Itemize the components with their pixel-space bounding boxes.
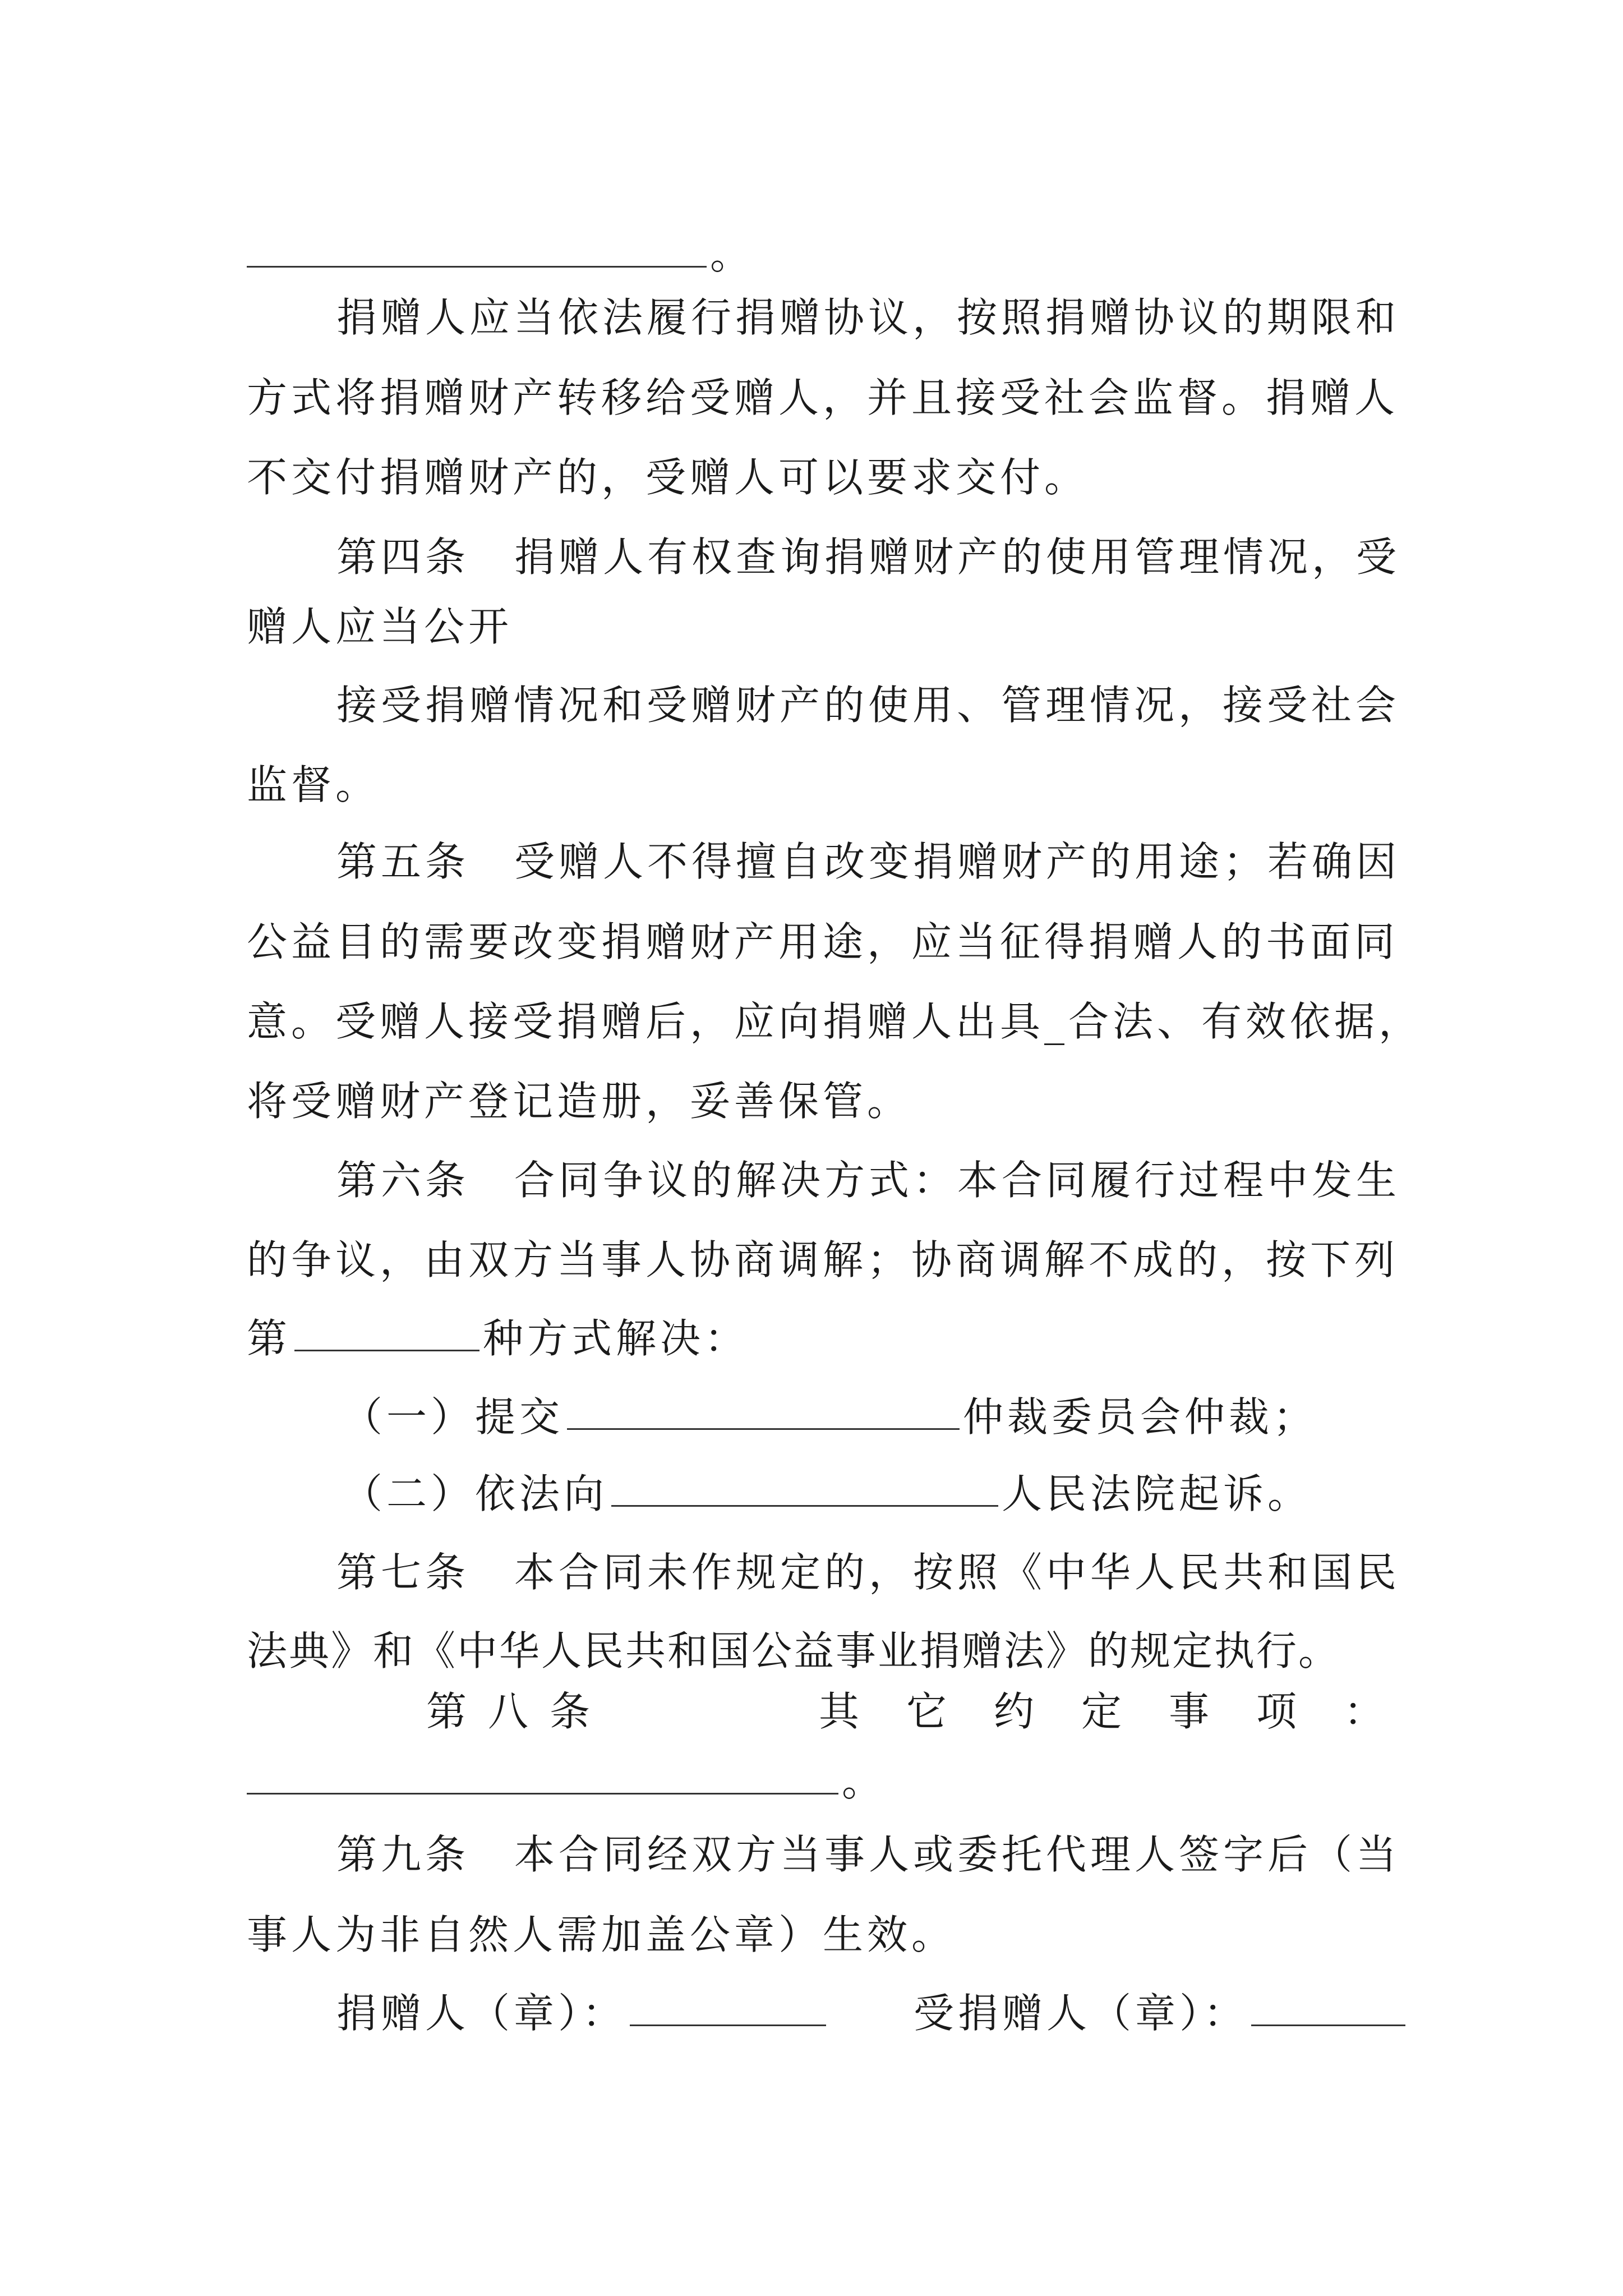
- donee-signature-label: 受捐赠人（章）：: [914, 1990, 1248, 2037]
- article-9-line-1: [336, 1831, 1401, 1878]
- signature-line: [336, 1990, 1409, 2037]
- article-8-char: 定: [1081, 1688, 1122, 1735]
- article-6-method-text: 种方式解决：: [483, 1315, 749, 1362]
- article-7-line-2: 法典》和《中华人民共和国公益事业捐赠法》的规定执行。: [247, 1627, 1341, 1674]
- article-5-line-3: 意。受赠人接受捐赠后，应向捐赠人出具_合法、有效依据，: [247, 998, 1423, 1045]
- option-1-suffix: 仲裁委员会仲裁；: [963, 1393, 1318, 1441]
- article-5-line-2: 公益目的需要改变捐赠财产用途，应当征得捐赠人的书面同: [247, 918, 1399, 965]
- article-6-label: 第六条: [336, 1157, 470, 1204]
- article-5-line-1: [336, 838, 1401, 885]
- article-7-line-1: [336, 1549, 1401, 1596]
- fill-blank[interactable]: [247, 264, 707, 268]
- article-6-di: 第: [247, 1315, 292, 1362]
- article-5-line-4: 将受赠财产登记造册，妥善保管。: [247, 1078, 912, 1125]
- article-8-heading: [819, 1688, 1385, 1735]
- other-matters-blank[interactable]: [247, 1791, 838, 1795]
- line-blank-top: [247, 231, 751, 278]
- article-4-line-3: 接受捐赠情况和受赠财产的使用、管理情况，接受社会: [336, 682, 1400, 729]
- option-1-prefix: （一）提交: [342, 1393, 564, 1441]
- article-5-text: 受赠人不得擅自改变捐赠财产的用途；若确因: [514, 838, 1401, 885]
- option-2-suffix: 人民法院起诉。: [1002, 1470, 1312, 1517]
- article-4-line-2: 赠人应当公开: [247, 603, 513, 650]
- article-5-label: 第五条: [336, 838, 470, 885]
- article-6-line-3: [247, 1315, 749, 1362]
- article-8-char: 约: [994, 1688, 1035, 1735]
- article-8-char: 条: [550, 1688, 591, 1735]
- article-4-line-1: [336, 533, 1401, 581]
- article-8-label: [426, 1688, 611, 1735]
- article-8-char: 其: [819, 1688, 860, 1735]
- article-7-text: 本合同未作规定的，按照《中华人民共和国民: [514, 1549, 1401, 1596]
- donor-signature-label: 捐赠人（章）：: [336, 1990, 627, 2037]
- donor-duty-line-1: 捐赠人应当依法履行捐赠协议，按照捐赠协议的期限和: [336, 294, 1400, 341]
- donor-duty-line-2: 方式将捐赠财产转移给受赠人，并且接受社会监督。捐赠人: [247, 374, 1399, 421]
- article-6-option-1: [342, 1393, 1318, 1441]
- article-4-text: 捐赠人有权查询捐赠财产的使用管理情况，受: [514, 533, 1401, 581]
- article-9-line-2: 事人为非自然人需加盖公章）生效。: [247, 1911, 956, 1958]
- article-8-char: ：: [1344, 1688, 1385, 1735]
- article-9-label: 第九条: [336, 1831, 470, 1878]
- article-7-label: 第七条: [336, 1549, 470, 1596]
- arbitration-committee-blank[interactable]: [567, 1426, 960, 1430]
- method-number-blank[interactable]: [294, 1347, 479, 1351]
- article-8-char: 项: [1256, 1688, 1297, 1735]
- article-6-line-2: 的争议，由双方当事人协商调解；协商调解不成的，按下列: [247, 1236, 1399, 1283]
- article-6-text: 合同争议的解决方式：本合同履行过程中发生: [514, 1157, 1401, 1204]
- article-8-blank-line: [247, 1758, 883, 1805]
- donor-duty-line-3: 不交付捐赠财产的，受赠人可以要求交付。: [247, 454, 1089, 501]
- article-8-char: 事: [1169, 1688, 1210, 1735]
- article-8-char: 它: [906, 1688, 947, 1735]
- period: 。: [710, 231, 751, 278]
- court-blank[interactable]: [611, 1503, 998, 1507]
- article-9-text: 本合同经双方当事人或委托代理人签字后（当: [514, 1831, 1401, 1878]
- article-8-char: 八: [488, 1688, 529, 1735]
- article-6-line-1: [336, 1157, 1401, 1204]
- article-4-line-4: 监督。: [247, 761, 380, 808]
- donee-signature-blank[interactable]: [1251, 2022, 1405, 2026]
- option-2-prefix: （二）依法向: [342, 1470, 608, 1517]
- period: 。: [842, 1758, 883, 1805]
- article-8-char: 第: [426, 1688, 467, 1735]
- article-6-option-2: [342, 1470, 1312, 1517]
- donor-signature-blank[interactable]: [630, 2022, 826, 2026]
- article-4-label: 第四条: [336, 533, 470, 581]
